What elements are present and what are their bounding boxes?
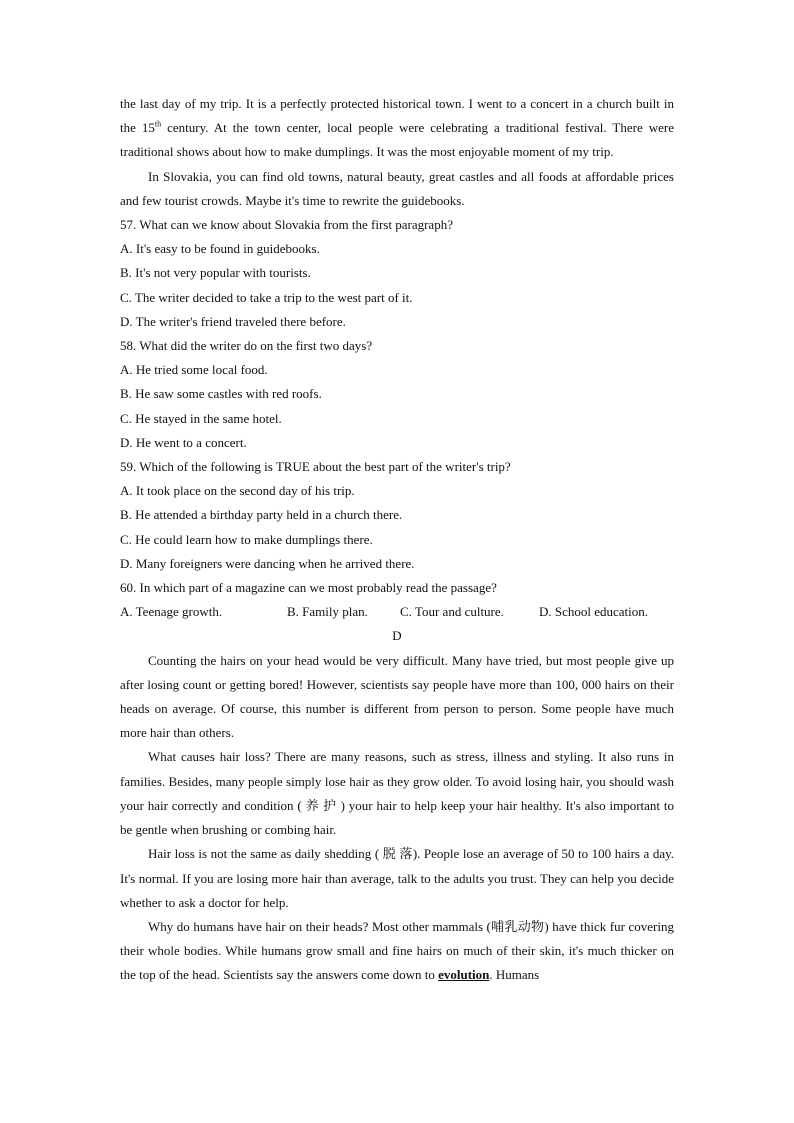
passage-d-paragraph-1: Counting the hairs on your head would be very difficult. Many have tried, but most people give up after losing count or getting bored! However, scientists say people have more than 100, 000 hairs on their heads on average. Of course, this number is different from person to person. Some people have much more hair than others. xyxy=(120,652,674,741)
option-c: C. Tour and culture. xyxy=(400,604,504,620)
passage-c-paragraph-1: the last day of my trip. It is a perfectly protected historical town. I went to a concert in a church built in the 15th century. At the town center, local people were celebrating a traditional festival. There were traditional shows about how to make dumplings. It was the most enjoyable moment of my trip. xyxy=(120,96,674,160)
options-row xyxy=(120,600,674,624)
keyword-evolution: evolution xyxy=(438,967,490,983)
document-page xyxy=(120,92,674,988)
question-58 xyxy=(120,334,674,455)
question-stem: 59. Which of the following is TRUE about the best part of the writer's trip? xyxy=(120,459,511,475)
option-c: C. The writer decided to take a trip to the west part of it. xyxy=(120,289,413,305)
passage-d-paragraph-3: Hair loss is not the same as daily shedding ( 脱 落). People lose an average of 50 to 100 hairs a day. It's normal. If you are losing more hair than average, talk to the adults you trust. They can help you decide whether to ask a doctor for help. xyxy=(120,846,674,910)
option-d: D. The writer's friend traveled there before. xyxy=(120,313,346,329)
option-b: B. He saw some castles with red roofs. xyxy=(120,386,322,402)
option-d: D. School education. xyxy=(539,604,649,620)
option-a: A. It's easy to be found in guidebooks. xyxy=(120,241,320,257)
question-stem: 58. What did the writer do on the first two days? xyxy=(120,338,373,354)
section-heading-d: D xyxy=(392,628,402,644)
option-c: C. He could learn how to make dumplings there. xyxy=(120,531,373,547)
superscript-th: th xyxy=(154,119,162,129)
option-b: B. It's not very popular with tourists. xyxy=(120,265,311,281)
question-stem: 57. What can we know about Slovakia from the first paragraph? xyxy=(120,217,453,233)
question-59 xyxy=(120,455,674,576)
option-a: A. He tried some local food. xyxy=(120,362,268,378)
passage-d-paragraph-4: Why do humans have hair on their heads? Most other mammals (哺乳动物) have thick fur covering their whole bodies. While humans grow small and fine hairs on much of their skin, it's much thicker on the top of the head. Scientists say the answers come down to evolution. Humans xyxy=(120,918,674,983)
option-b: B. He attended a birthday party held in a church there. xyxy=(120,507,403,523)
question-60 xyxy=(120,576,674,624)
option-b: B. Family plan. xyxy=(287,604,368,620)
option-a: A. Teenage growth. xyxy=(120,604,223,620)
option-d: D. He went to a concert. xyxy=(120,434,247,450)
question-stem: 60. In which part of a magazine can we most probably read the passage? xyxy=(120,580,497,596)
option-d: D. Many foreigners were dancing when he arrived there. xyxy=(120,555,415,571)
option-a: A. It took place on the second day of his trip. xyxy=(120,483,355,499)
question-57 xyxy=(120,213,674,334)
option-c: C. He stayed in the same hotel. xyxy=(120,410,282,426)
passage-d-paragraph-2: What causes hair loss? There are many reasons, such as stress, illness and styling. It also runs in families. Besides, many people simply lose hair as they grow older. To avoid losing hair, you should wash your hair correctly and condition ( 养 护 ) your hair to help keep your hair healthy. It's also important to be gentle when brushing or combing hair. xyxy=(120,749,674,838)
passage-c-paragraph-2: In Slovakia, you can find old towns, natural beauty, great castles and all foods at affordable prices and few tourist crowds. Maybe it's time to rewrite the guidebooks. xyxy=(120,168,674,208)
